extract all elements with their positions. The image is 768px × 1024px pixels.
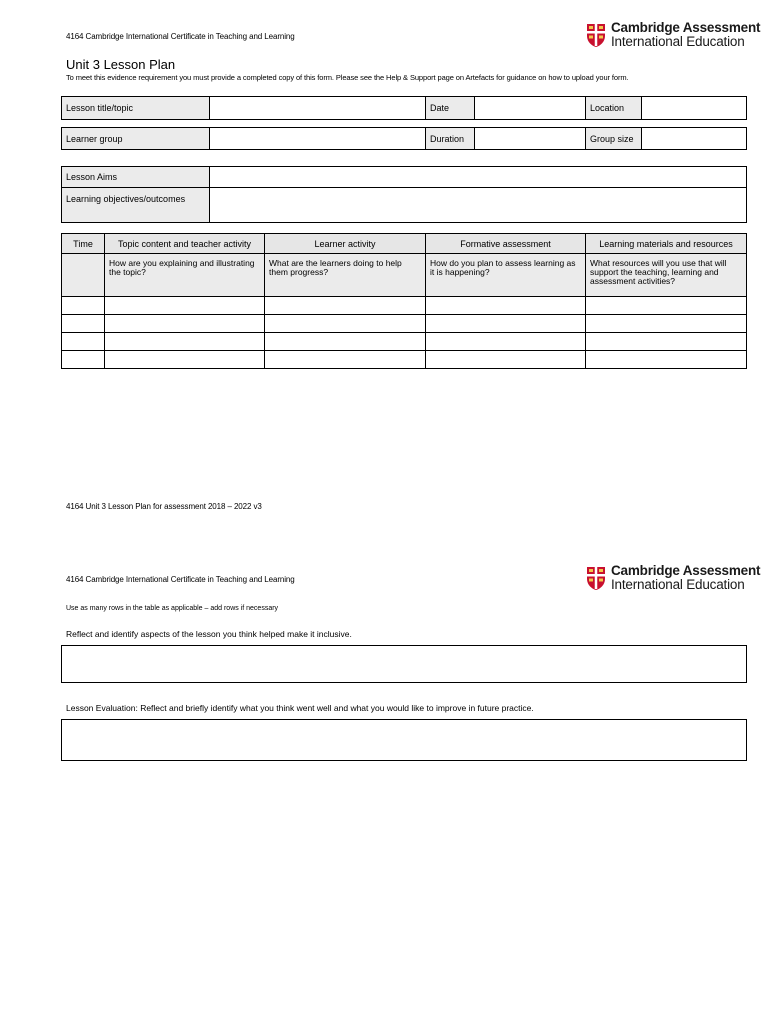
table-row [62, 297, 747, 315]
aims-table [61, 166, 747, 223]
table-cell[interactable] [426, 297, 586, 315]
table-row [62, 351, 747, 369]
lesson-title-field[interactable] [210, 97, 426, 120]
table-cell[interactable] [105, 351, 265, 369]
col-header-topic: Topic content and teacher activity [105, 234, 265, 254]
lesson-aims-field[interactable] [210, 167, 747, 188]
prompt-cell-learner-activity: What are the learners doing to help them progress? [265, 254, 426, 297]
cambridge-shield-icon [586, 566, 606, 591]
evaluation-label: Lesson Evaluation: Reflect and briefly identify what you think went well and what you would like to improve in future practice. [66, 703, 534, 713]
table-cell[interactable] [105, 315, 265, 333]
col-header-materials: Learning materials and resources [586, 234, 747, 254]
rows-note: Use as many rows in the table as applicable – add rows if necessary [66, 605, 279, 612]
table-cell[interactable] [426, 333, 586, 351]
header-text: 4164 Cambridge International Certificate in Teaching and Learning [66, 32, 295, 41]
page2-header-text: 4164 Cambridge International Certificate in Teaching and Learning [66, 575, 295, 584]
objectives-label: Learning objectives/outcomes [62, 188, 210, 223]
lesson-evaluation-box[interactable] [61, 719, 747, 761]
table-cell[interactable] [265, 315, 426, 333]
table-cell[interactable] [265, 297, 426, 315]
prompt-cell-time [62, 254, 105, 297]
table-cell[interactable] [62, 297, 105, 315]
table-cell[interactable] [265, 333, 426, 351]
table-cell[interactable] [62, 333, 105, 351]
date-field[interactable] [475, 97, 586, 120]
table-cell[interactable] [105, 297, 265, 315]
table-cell[interactable] [586, 351, 747, 369]
table-cell[interactable] [586, 297, 747, 315]
logo-line2: International Education [611, 34, 745, 49]
footer-text: 4164 Unit 3 Lesson Plan for assessment 2018 – 2022 v3 [66, 502, 262, 511]
group-size-field[interactable] [642, 128, 747, 150]
page-title: Unit 3 Lesson Plan [66, 57, 176, 72]
reflect-label: Reflect and identify aspects of the lesson you think helped make it inclusive. [66, 629, 352, 639]
duration-label: Duration [426, 128, 475, 150]
reflect-inclusive-box[interactable] [61, 645, 747, 683]
lesson-aims-label: Lesson Aims [62, 167, 210, 188]
cambridge-shield-icon [586, 23, 606, 48]
logo-line1: Cambridge Assessment [611, 563, 761, 578]
prompt-cell-assessment: How do you plan to assess learning as it is happening? [426, 254, 586, 297]
cambridge-logo [586, 21, 760, 49]
duration-field[interactable] [475, 128, 586, 150]
location-field[interactable] [642, 97, 747, 120]
location-label: Location [586, 97, 642, 120]
table-row [62, 333, 747, 351]
lesson-plan-table [61, 233, 747, 369]
table-row [62, 315, 747, 333]
objectives-field[interactable] [210, 188, 747, 223]
learner-group-field[interactable] [210, 128, 426, 150]
col-header-time: Time [62, 234, 105, 254]
table-cell[interactable] [62, 351, 105, 369]
table-cell[interactable] [265, 351, 426, 369]
logo-line2: International Education [611, 577, 745, 592]
table-cell[interactable] [426, 351, 586, 369]
learner-group-label: Learner group [62, 128, 210, 150]
lesson-title-label: Lesson title/topic [62, 97, 210, 120]
prompt-cell-topic: How are you explaining and illustrating the topic? [105, 254, 265, 297]
date-label: Date [426, 97, 475, 120]
table-cell[interactable] [586, 315, 747, 333]
cambridge-logo-page2 [586, 564, 760, 592]
lesson-info-table-1 [61, 96, 747, 120]
table-cell[interactable] [586, 333, 747, 351]
lesson-info-table-2 [61, 127, 747, 150]
instruction-text: To meet this evidence requirement you must provide a completed copy of this form. Please see the Help & Support page on Artefacts for guidance on how to upload your form. [66, 73, 629, 82]
table-cell[interactable] [105, 333, 265, 351]
prompt-cell-materials: What resources will you use that will support the teaching, learning and assessment activities? [586, 254, 747, 297]
table-cell[interactable] [62, 315, 105, 333]
logo-line1: Cambridge Assessment [611, 20, 761, 35]
col-header-formative-assessment: Formative assessment [426, 234, 586, 254]
col-header-learner-activity: Learner activity [265, 234, 426, 254]
table-cell[interactable] [426, 315, 586, 333]
group-size-label: Group size [586, 128, 642, 150]
